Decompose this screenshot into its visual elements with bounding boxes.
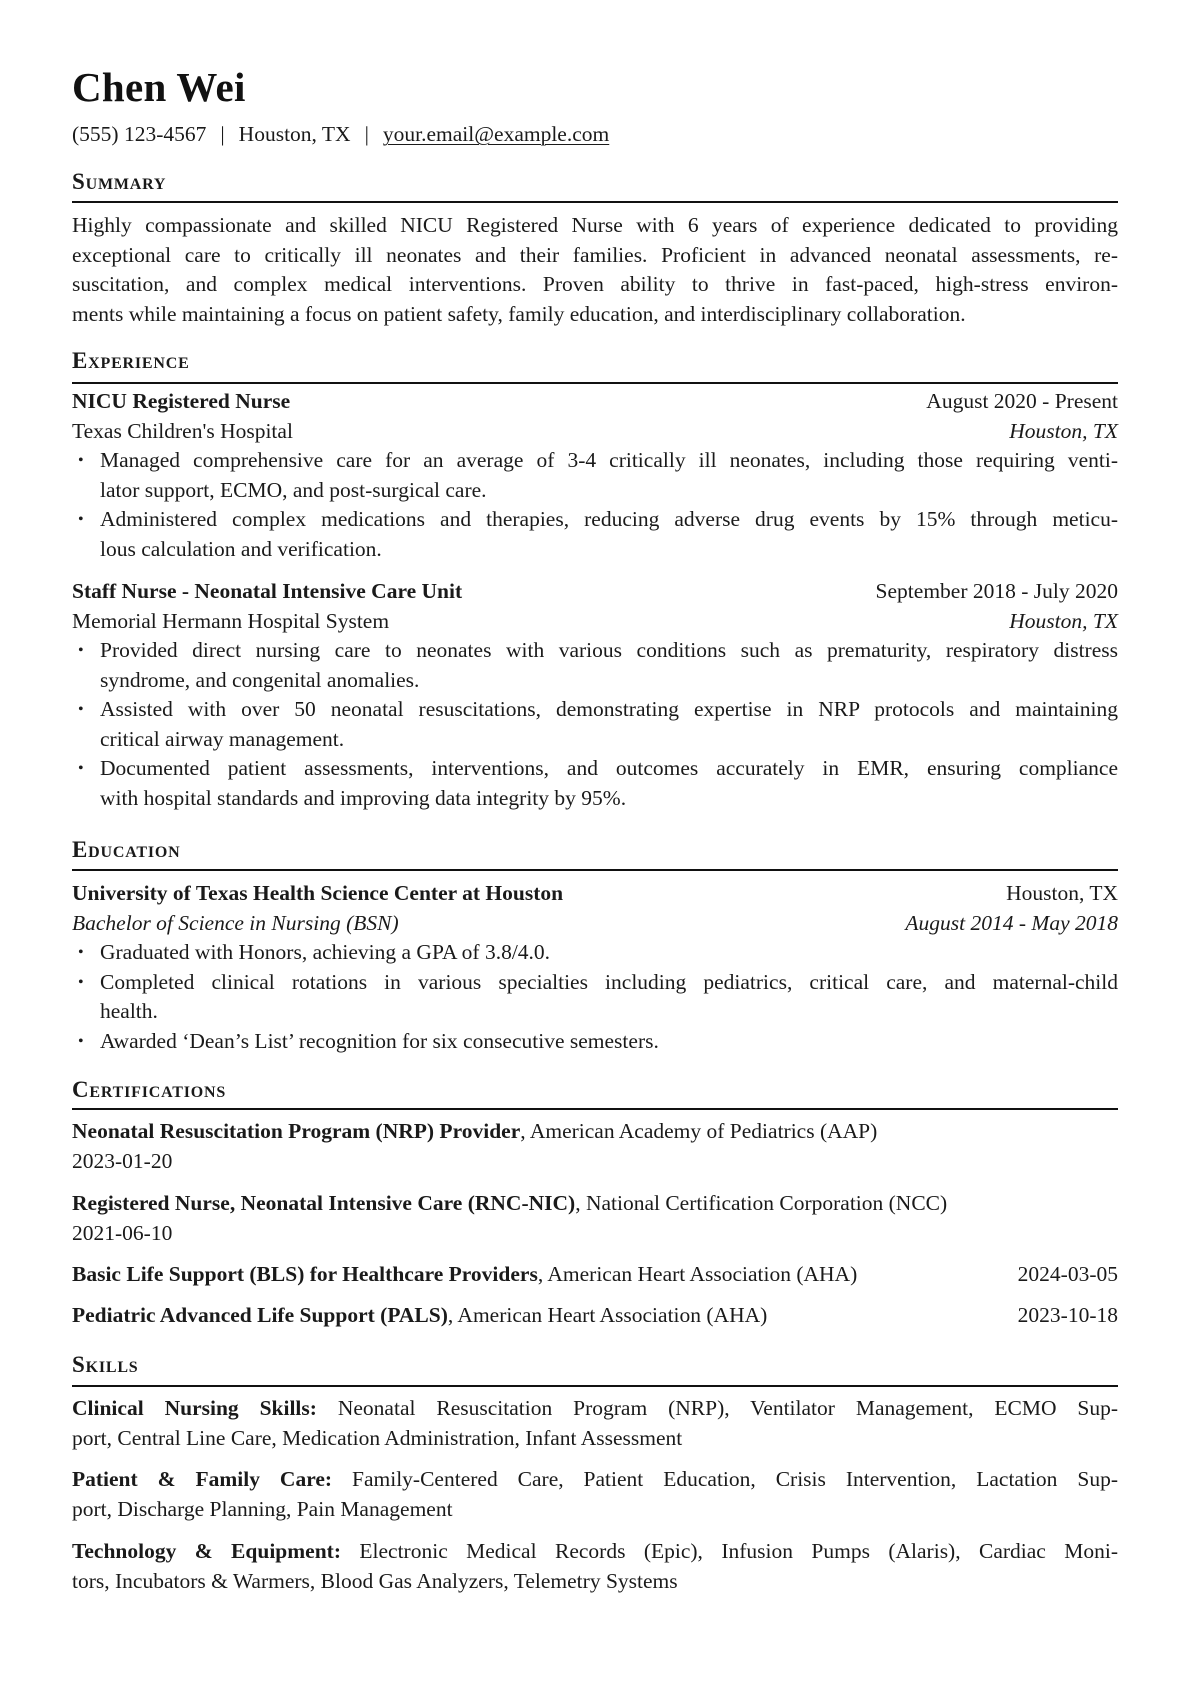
certification-item xyxy=(72,1260,1118,1290)
section-rule xyxy=(72,201,1118,203)
skill-group xyxy=(72,1465,1118,1524)
section-title-summary: Summary xyxy=(72,169,167,194)
cert-date: 2024-03-05 xyxy=(1017,1262,1118,1286)
job-entry xyxy=(72,577,1118,813)
education-dates: August 2014 - May 2018 xyxy=(905,910,1118,935)
cert-issuer: , American Heart Association (AHA) xyxy=(447,1303,768,1327)
section-rule xyxy=(72,1108,1118,1110)
location: Houston, TX xyxy=(238,122,351,146)
section-title-skills: Skills xyxy=(72,1352,139,1377)
skill-label: Technology & Equipment: xyxy=(72,1539,341,1563)
job-entry xyxy=(72,387,1118,564)
skill-label: Patient & Family Care: xyxy=(72,1467,333,1491)
bullet-icon: • xyxy=(78,973,84,991)
skill-list-continuation: port, Central Line Care, Medication Administration, Infant Assessment xyxy=(72,1425,683,1450)
skill-list: Neonatal Resuscitation Program (NRP), Ventilator Management, ECMO Sup- xyxy=(337,1396,1119,1420)
bullet-item: • Assisted with over 50 neonatal resuscitations, demonstrating expertise in NRP protocols and maintaining xyxy=(72,695,1118,725)
separator: | xyxy=(364,122,369,146)
job-dates: August 2020 - Present xyxy=(926,389,1118,413)
bullet-icon: • xyxy=(78,760,84,777)
summary-line: exceptional care to critically ill neonates and their families. Proficient in advanced neonatal assessments, re- xyxy=(72,242,1118,267)
summary-line: Highly compassionate and skilled NICU Registered Nurse with 6 years of experience dedicated to providing xyxy=(72,213,1118,237)
bullet-continuation: syndrome, and congenital anomalies. xyxy=(100,667,420,692)
skill-list: Electronic Medical Records (Epic), Infusion Pumps (Alaris), Cardiac Moni- xyxy=(359,1539,1119,1563)
section-title-education: Education xyxy=(72,837,181,862)
bullet-icon: • xyxy=(78,701,84,718)
skill-group xyxy=(72,1394,1118,1453)
skill-list-continuation: port, Discharge Planning, Pain Management xyxy=(72,1496,453,1521)
skill-group xyxy=(72,1537,1118,1596)
cert-issuer: , American Heart Association (AHA) xyxy=(537,1262,858,1286)
job-title: NICU Registered Nurse xyxy=(72,389,291,413)
section-rule xyxy=(72,382,1118,384)
cert-name: Registered Nurse, Neonatal Intensive Care (RNC-NIC) xyxy=(72,1191,576,1215)
candidate-name: Chen Wei xyxy=(72,64,246,110)
cert-date: 2023-10-18 xyxy=(1017,1303,1118,1327)
bullet-icon: • xyxy=(78,944,84,961)
bullet-item: • Completed clinical rotations in various specialties including pediatrics, critical care, and maternal-child xyxy=(72,968,1118,998)
summary-line: ments while maintaining a focus on patient safety, family education, and interdisciplinary collaboration. xyxy=(72,301,966,326)
employer: Memorial Hermann Hospital System xyxy=(72,608,390,633)
separator: | xyxy=(220,122,225,146)
contact-line xyxy=(72,120,1118,150)
job-title: Staff Nurse - Neonatal Intensive Care Unit xyxy=(72,579,463,603)
bullet-icon: • xyxy=(78,1032,84,1050)
email-link[interactable]: your.email@example.com xyxy=(382,122,610,146)
cert-name: Neonatal Resuscitation Program (NRP) Provider xyxy=(72,1119,521,1143)
cert-date: 2021-06-10 xyxy=(72,1220,173,1245)
cert-issuer: , National Certification Corporation (NCC) xyxy=(575,1191,948,1215)
phone-number: (555) 123-4567 xyxy=(72,122,207,146)
bullet-icon: • xyxy=(78,642,84,659)
skill-list: Family-Centered Care, Patient Education, Crisis Intervention, Lactation Sup- xyxy=(352,1467,1118,1491)
skill-list-continuation: tors, Incubators & Warmers, Blood Gas Analyzers, Telemetry Systems xyxy=(72,1568,678,1593)
cert-name: Basic Life Support (BLS) for Healthcare Providers xyxy=(72,1262,538,1286)
bullet-continuation: lous calculation and verification. xyxy=(100,536,382,561)
certification-item xyxy=(72,1301,1118,1331)
cert-issuer: , American Academy of Pediatrics (AAP) xyxy=(520,1119,878,1143)
bullet-item: • Graduated with Honors, achieving a GPA of 3.8/4.0. xyxy=(72,938,1118,968)
bullet-continuation: critical airway management. xyxy=(100,726,345,751)
job-dates: September 2018 - July 2020 xyxy=(875,579,1118,603)
school-location: Houston, TX xyxy=(1006,881,1118,905)
bullet-icon: • xyxy=(78,511,84,528)
bullet-item: • Awarded ‘Dean’s List’ recognition for six consecutive semesters. xyxy=(72,1027,1118,1057)
section-rule xyxy=(72,1385,1118,1387)
certification-item xyxy=(72,1189,1118,1248)
job-location: Houston, TX xyxy=(1009,418,1118,443)
education-entry xyxy=(72,879,1118,1056)
bullet-item: • Documented patient assessments, interventions, and outcomes accurately in EMR, ensuring compliance xyxy=(72,754,1118,784)
summary-line: suscitation, and complex medical interventions. Proven ability to thrive in fast-paced, high-stress environ- xyxy=(72,272,1118,296)
summary-paragraph xyxy=(72,211,1118,329)
certification-item xyxy=(72,1117,1118,1176)
cert-name: Pediatric Advanced Life Support (PALS) xyxy=(72,1303,448,1327)
job-location: Houston, TX xyxy=(1009,608,1118,633)
skill-label: Clinical Nursing Skills: xyxy=(72,1396,317,1420)
bullet-item: • Administered complex medications and therapies, reducing adverse drug events by 15% through meticu- xyxy=(72,505,1118,535)
section-rule xyxy=(72,869,1118,871)
bullet-continuation: with hospital standards and improving data integrity by 95%. xyxy=(100,785,627,810)
school-name: University of Texas Health Science Center at Houston xyxy=(72,881,564,905)
bullet-continuation: health. xyxy=(100,999,158,1023)
bullet-item: • Provided direct nursing care to neonates with various conditions such as prematurity, respiratory distress xyxy=(72,636,1118,666)
degree: Bachelor of Science in Nursing (BSN) xyxy=(72,910,399,935)
bullet-icon: • xyxy=(78,452,84,469)
cert-date: 2023-01-20 xyxy=(72,1148,173,1173)
employer: Texas Children's Hospital xyxy=(72,418,293,443)
section-title-certifications: Certifications xyxy=(72,1077,227,1102)
section-title-experience: Experience xyxy=(72,348,190,373)
bullet-continuation: lator support, ECMO, and post-surgical care. xyxy=(100,477,487,502)
bullet-item: • Managed comprehensive care for an average of 3-4 critically ill neonates, including those requiring venti- xyxy=(72,446,1118,476)
